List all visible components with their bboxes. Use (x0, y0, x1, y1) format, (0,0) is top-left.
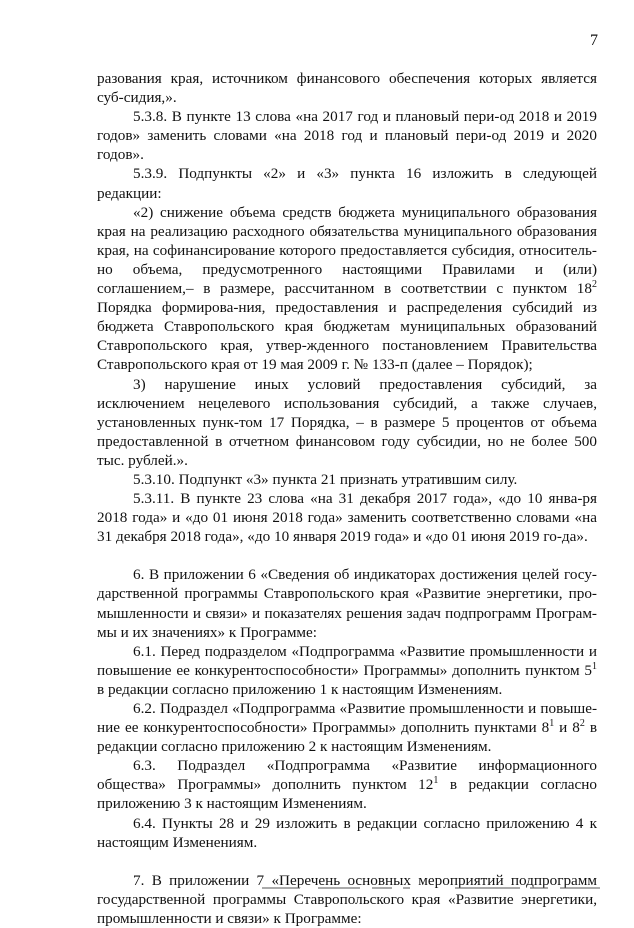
paragraph (97, 69, 597, 107)
paragraph (97, 565, 597, 641)
paragraph-text: Порядка формирова-ния, предоставления и распределения субсидий из бюджета Ставропольского края бюджетам муниципальных образований Ставропольского края, утвер-жденного постановлением Правительства Ставропольского края от 19 мая 2009 г. № 133-п (далее – Порядок); (97, 299, 597, 374)
paragraph-text: 6.1. Перед подразделом «Подпрограмма «Развитие промышленности и повышение ее конкурентоспособности» Программы» дополнить пунктом 5 (97, 642, 597, 679)
paragraph (97, 814, 597, 852)
paragraph (97, 107, 597, 164)
paragraph (97, 470, 597, 489)
paragraph-text: и 8 (554, 719, 580, 737)
paragraph (97, 164, 597, 202)
paragraph-text: 7. В приложении 7 «Перечень основных мероприятий подпрограмм государственной программы Ставропольского края «Развитие энергетики, промышленности и связи» к Программе: (97, 871, 597, 927)
paragraph-text: 6.3. Подраздел «Подпрограмма «Развитие информационного общества» Программы» дополнить пунктом 12 (97, 757, 597, 794)
paragraph-text: разования края, источником финансового обеспечения которых является суб-сидия,». (97, 70, 597, 107)
paragraph (97, 203, 597, 375)
paragraph-text: в редакции согласно приложению 1 к настоящим Изменениям. (97, 680, 503, 698)
paragraph-text: в редакции согласно приложению 3 к настоящим Изменениям. (97, 776, 597, 813)
paragraph (97, 699, 597, 756)
paragraph-text: 5.3.8. В пункте 13 слова «на 2017 год и плановый пери-од 2018 и 2019 годов» заменить словами «на 2018 год и плановый пери-од 2019 и 2020 годов». (97, 108, 597, 164)
scan-artifact-lines (0, 884, 634, 892)
paragraph-text: в редакции согласно приложению 2 к настоящим Изменениям. (97, 719, 597, 756)
paragraph (97, 642, 597, 699)
superscript: 1 (592, 660, 597, 672)
document-body (97, 69, 597, 928)
paragraph (97, 756, 597, 813)
paragraph-text: 5.3.11. В пункте 23 слова «на 31 декабря 2017 года», «до 10 янва-ря 2018 года» и «до 01 июня 2018 года» заменить соответственно словами «на 31 декабря 2018 года», «до 10 января 2019 года» и «до 01 июня 2019 го-да». (97, 490, 597, 546)
paragraph-text: 6.4. Пункты 28 и 29 изложить в редакции согласно приложению 4 к настоящим Изменениям. (97, 814, 597, 851)
paragraph-text: «2) снижение объема средств бюджета муниципального образования края на реализацию расходного обязательства муниципального образования края, на софинансирование которого предоставляется субсидия, относитель-но объема, предусмотренного настоящими Правилами и (или) соглашением,– в размере, рассчитанном в соответствии с пунктом 18 (97, 203, 597, 298)
paragraph (97, 375, 597, 470)
superscript: 2 (592, 279, 597, 291)
paragraph-text: 6.2. Подраздел «Подпрограмма «Развитие промышленности и повыше-ние ее конкурентоспособности» Программы» дополнить пунктами 8 (97, 700, 597, 737)
paragraph-gap (97, 546, 597, 565)
superscript: 2 (579, 718, 585, 730)
paragraph-text: 3) нарушение иных условий предоставления субсидий, за исключением нецелевого использования субсидий, а также случаев, установленных пунк-том 17 Порядка, – в размере 5 процентов от объема предоставленной в отчетном финансовом году субсидии, но не более 500 тыс. рублей.». (97, 375, 597, 469)
paragraph-gap (97, 852, 597, 871)
paragraph-text: 6. В приложении 6 «Сведения об индикаторах достижения целей госу-дарственной программы Ставропольского края «Развитие энергетики, про-мышленности и связи» и показателях решения задач подпрограмм Програм-мы и их значениях» к Программе: (97, 566, 597, 641)
superscript: 1 (549, 718, 555, 730)
superscript: 1 (433, 775, 439, 787)
paragraph (97, 489, 597, 546)
page-number: 7 (590, 32, 598, 49)
paragraph-text: 5.3.10. Подпункт «3» пункта 21 признать утратившим силу. (133, 470, 518, 488)
paragraph-text: 5.3.9. Подпункты «2» и «3» пункта 16 изложить в следующей редакции: (97, 165, 597, 202)
paragraph (97, 871, 597, 928)
